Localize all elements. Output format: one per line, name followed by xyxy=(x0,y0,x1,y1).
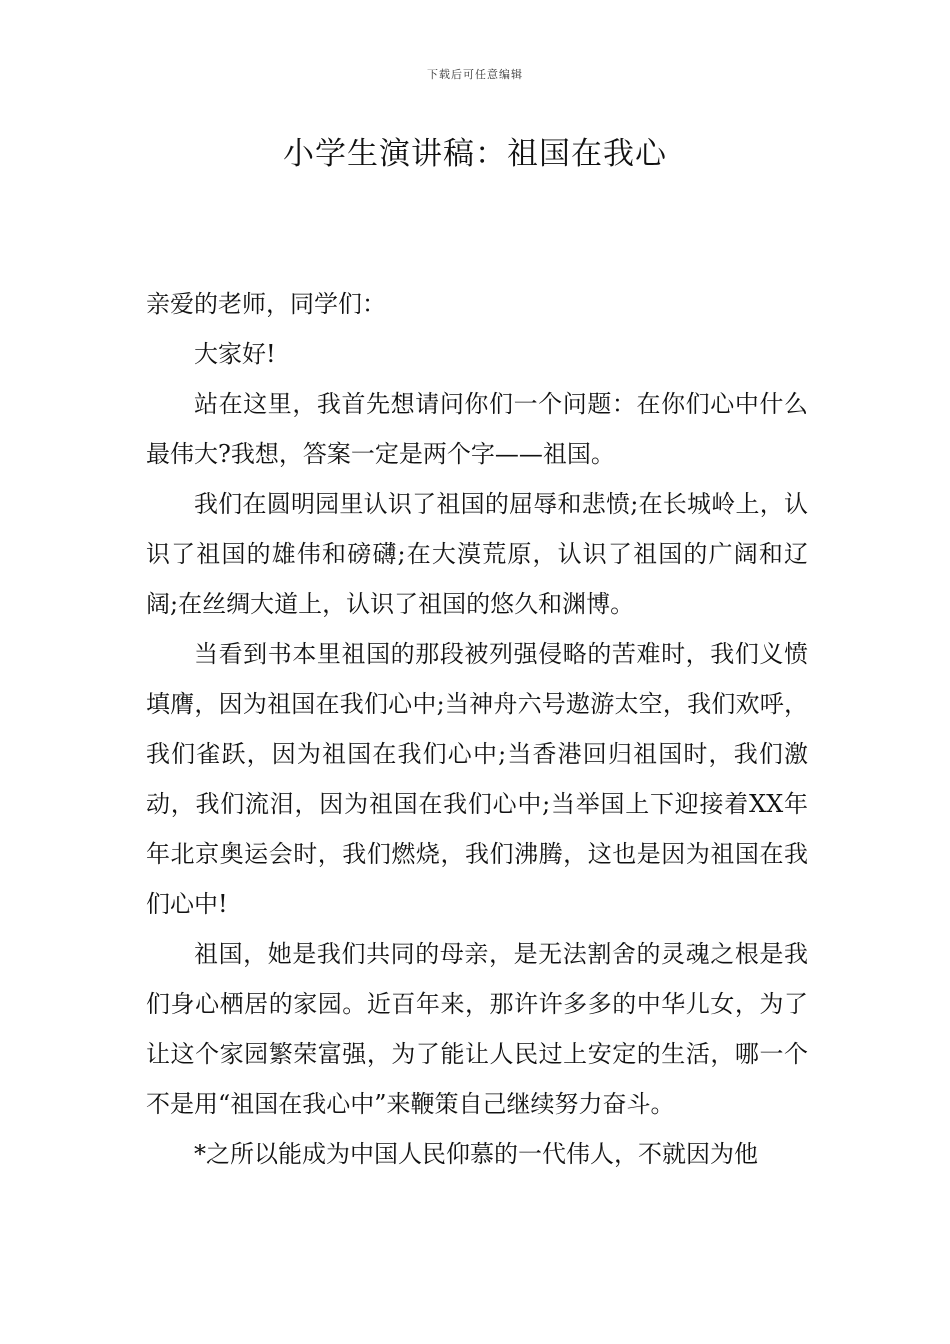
speech-body xyxy=(146,279,808,1179)
salutation: 亲爱的老师，同学们： xyxy=(146,290,386,318)
paragraph-motherland: 祖国，她是我们共同的母亲，是无法割舍的灵魂之根是我们身心栖居的家园。近百年来，那许许多多的中华儿女，为了让这个家园繁荣富强，为了能让人民过上安定的生活，哪一个不是用“祖国在我心中”来鞭策自己继续努力奋斗。 xyxy=(146,940,808,1118)
paragraph-events: 当看到书本里祖国的那段被列强侵略的苦难时，我们义愤填膺，因为祖国在我们心中;当神舟六号遨游太空，我们欢呼，我们雀跃，因为祖国在我们心中;当香港回归祖国时，我们激动，我们流泪，因为祖国在我们心中;当举国上下迎接着XX年年北京奥运会时，我们燃烧，我们沸腾，这也是因为祖国在我们心中! xyxy=(146,640,808,918)
paragraph-greeting: 大家好! xyxy=(194,340,276,368)
document-title: 小学生演讲稿：祖国在我心 xyxy=(283,136,667,172)
paragraph-history: 我们在圆明园里认识了祖国的屈辱和悲愤;在长城岭上，认识了祖国的雄伟和磅礴;在大漠荒原，认识了祖国的广阔和辽阔;在丝绸大道上，认识了祖国的悠久和渊博。 xyxy=(146,490,808,618)
paragraph-leader: *之所以能成为中国人民仰慕的一代伟人，不就因为他 xyxy=(194,1140,758,1168)
header-note: 下载后可任意编辑 xyxy=(427,68,523,81)
paragraph-question: 站在这里，我首先想请问你们一个问题：在你们心中什么最伟大?我想，答案一定是两个字——祖国。 xyxy=(146,390,808,468)
